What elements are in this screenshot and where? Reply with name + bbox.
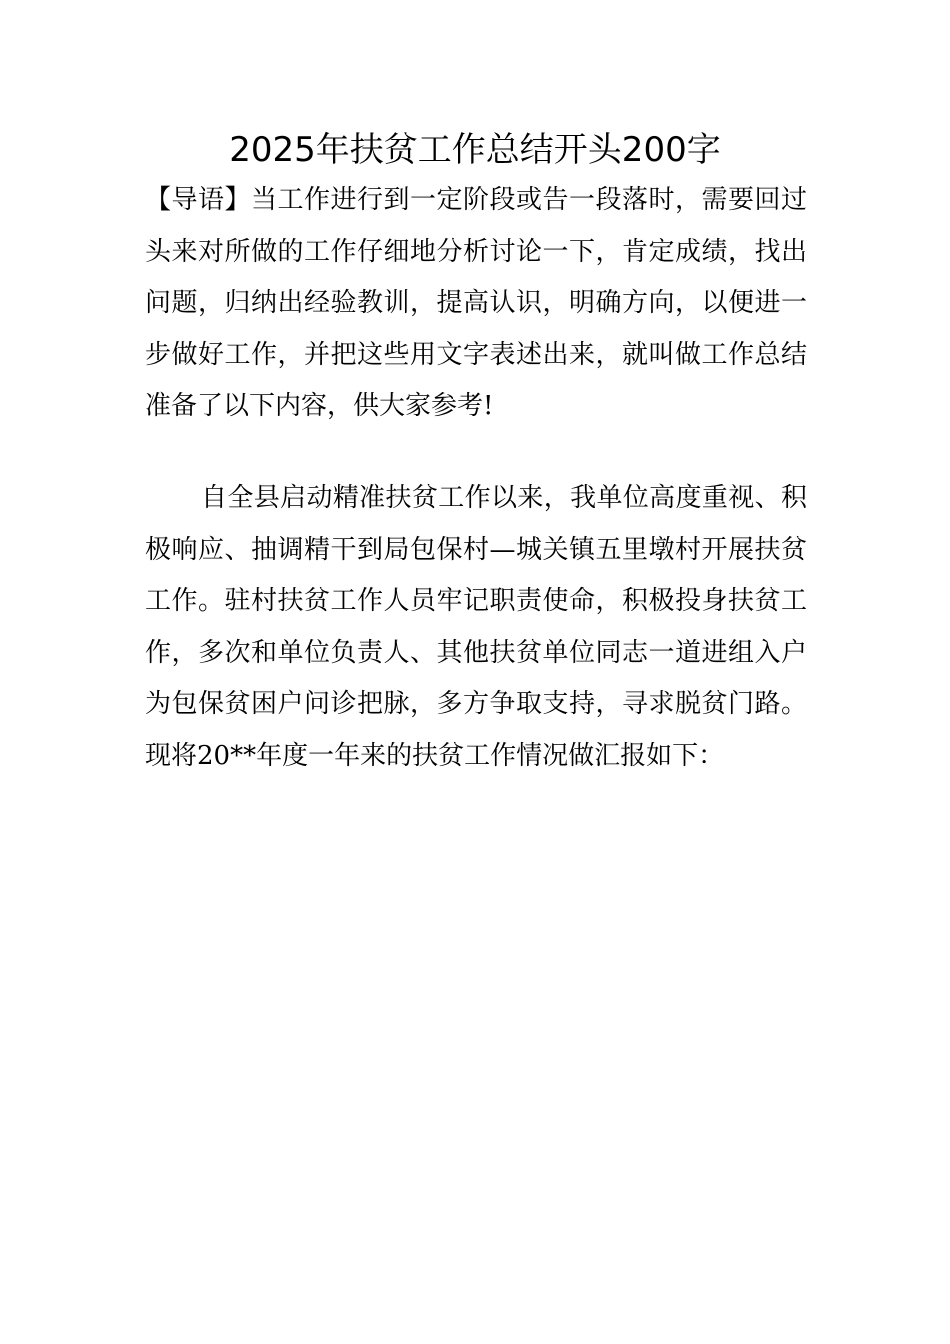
intro-paragraph: 【导语】当工作进行到一定阶段或告一段落时，需要回过头来对所做的工作仔细地分析讨论一下，肯定成绩，找出问题，归纳出经验教训，提高认识，明确方向，以便进一步做好工作，并把这些用文字表述出来，就叫做工作总结准备了以下内容，供大家参考!: [145, 185, 807, 421]
document-title: 2025年扶贫工作总结开头200字: [229, 130, 721, 170]
body-paragraph: 自全县启动精准扶贫工作以来，我单位高度重视、积极响应、抽调精干到局包保村—城关镇五里墩村开展扶贫工作。驻村扶贫工作人员牢记职责使命，积极投身扶贫工作，多次和单位负责人、其他扶贫单位同志一道进组入户为包保贫困户问诊把脉，多方争取支持，寻求脱贫门路。现将20**年度一年来的扶贫工作情况做汇报如下：: [145, 483, 807, 771]
